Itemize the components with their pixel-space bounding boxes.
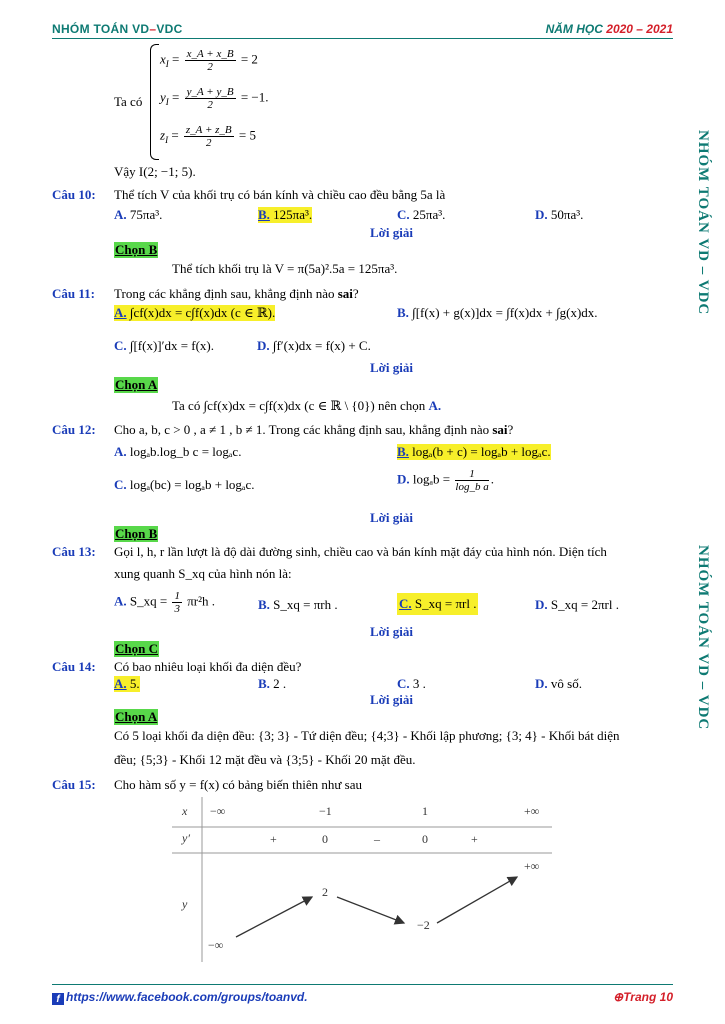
yprime-sign: +	[471, 832, 478, 846]
side-label-bottom: NHÓM TOÁN VD – VDC	[695, 545, 711, 731]
question-text-line1: Gọi l, h, r lần lượt là độ dài đường sinh, chiều cao và bán kính mặt đáy của hình nón. Diện tích	[114, 544, 607, 559]
option-a: A. S_xq = $\frac{1}{3}$ πr²h .	[114, 590, 215, 615]
system-brace	[150, 44, 159, 160]
yprime-zero: 0	[322, 832, 328, 846]
option-c: C. logₐ(bc) = logₐb + logₐc.	[114, 477, 255, 492]
equation-z: $z_I$ = $\frac{z\_A + z\_B}{2}$ = 5	[160, 124, 256, 149]
chosen-answer: Chọn B	[115, 242, 158, 257]
variation-table	[172, 797, 552, 962]
option-c: C. 3 .	[397, 676, 426, 691]
equation-x: $x_I$ = $\frac{x\_A + x\_B}{2}$ = 2	[160, 48, 258, 73]
question-text: Cho a, b, c > 0 , a ≠ 1 , b ≠ 1. Trong các khẳng định sau, khẳng định nào sai?	[114, 422, 514, 437]
option-d: D. vô số.	[535, 676, 582, 691]
option-d: D. 50πa³.	[535, 207, 584, 222]
option-b: B. 2 .	[258, 676, 287, 691]
chosen-answer: Chọn A	[115, 709, 158, 724]
yprime-sign: –	[374, 832, 380, 846]
option-d: D. ∫f′(x)dx = f(x) + C.	[257, 338, 371, 353]
y-value: −2	[417, 918, 430, 932]
solution-heading: Lời giải	[370, 360, 413, 375]
question-text: Có bao nhiêu loại khối đa diện đều?	[114, 659, 302, 674]
footer-link[interactable]: f https://www.facebook.com/groups/toanvd.	[52, 990, 308, 1005]
y-value: +∞	[524, 859, 540, 873]
yprime-sign: +	[270, 832, 277, 846]
option-a-correct: A. 5.	[114, 676, 140, 691]
page-number: ⊕Trang 10	[613, 990, 673, 1004]
header-group-name: NHÓM TOÁN VD–VDC	[52, 22, 183, 36]
x-value: −1	[319, 804, 332, 818]
arrow-increasing-2	[437, 877, 517, 923]
solution-heading: Lời giải	[370, 624, 413, 639]
option-d: D. S_xq = 2πrl .	[535, 597, 619, 612]
option-a: A. logₐb.log_b c = logₐc.	[114, 444, 242, 459]
option-c: C. 25πa³.	[397, 207, 446, 222]
solution-heading: Lời giải	[370, 225, 413, 240]
header-school-year: NĂM HỌC 2020 – 2021	[545, 22, 673, 36]
yprime-zero: 0	[422, 832, 428, 846]
question-text-line2: xung quanh S_xq của hình nón là:	[114, 566, 292, 581]
solution-heading: Lời giải	[370, 692, 413, 707]
question-number: Câu 13:	[52, 544, 96, 559]
x-value: +∞	[524, 804, 540, 818]
chosen-answer: Chọn A	[115, 377, 158, 392]
question-number: Câu 15:	[52, 777, 96, 792]
ta-co-label: Ta có	[114, 94, 143, 109]
facebook-icon: f	[52, 993, 64, 1005]
question-number: Câu 14:	[52, 659, 96, 674]
option-d: D. logₐb = $\frac{1}{\text{log\_b a}}$ .	[397, 468, 494, 493]
question-text: Cho hàm số y = f(x) có bảng biến thiên như sau	[114, 777, 362, 792]
option-b: B. ∫[f(x) + g(x)]dx = ∫f(x)dx + ∫g(x)dx.	[397, 305, 598, 320]
chosen-answer: Chọn C	[115, 641, 158, 656]
chosen-answer: Chọn B	[115, 526, 158, 541]
option-c-correct: C. S_xq = πrl .	[397, 593, 478, 615]
question-number: Câu 11:	[52, 286, 95, 301]
x-value: 1	[422, 804, 428, 818]
header-rule	[52, 38, 673, 39]
footer-rule	[52, 984, 673, 985]
solution-text: Thể tích khối trụ là V = π(5a)².5a = 125πa³.	[172, 261, 398, 276]
arrow-increasing-1	[236, 897, 312, 937]
yprime-label: y′	[182, 831, 190, 845]
option-b-correct: B. 125πa³.	[258, 207, 313, 222]
solution-text-line2: đều; {5;3} - Khối 12 mặt đều và {3;5} - Khối 20 mặt đều.	[114, 752, 416, 767]
side-label-top: NHÓM TOÁN VD – VDC	[695, 130, 711, 316]
question-text: Thể tích V của khối trụ có bán kính và chiều cao đều bằng 5a là	[114, 187, 446, 202]
conclusion-text: Vậy I(2; −1; 5).	[114, 164, 196, 179]
option-a-correct: A. ∫cf(x)dx = c∫f(x)dx (c ∈ ℝ).	[114, 305, 276, 320]
solution-text: Ta có ∫cf(x)dx = c∫f(x)dx (c ∈ ℝ \ {0}) nên chọn A.	[172, 398, 442, 413]
option-c: C. ∫[f(x)]′dx = f(x).	[114, 338, 215, 353]
y-label: y	[182, 897, 188, 911]
x-value: −∞	[210, 804, 226, 818]
option-a: A. 75πa³.	[114, 207, 163, 222]
variation-table-lines	[172, 797, 552, 962]
y-value: −∞	[208, 938, 224, 952]
arrow-decreasing	[337, 897, 404, 923]
solution-text-line1: Có 5 loại khối đa diện đều: {3; 3} - Tứ diện đều; {4;3} - Khối lập phương; {3; 4} - Khối bát diện	[114, 728, 620, 743]
question-number: Câu 10:	[52, 187, 96, 202]
question-text: Trong các khẳng định sau, khẳng định nào sai?	[114, 286, 359, 301]
option-b: B. S_xq = πrh .	[258, 597, 338, 612]
x-label: x	[182, 804, 188, 818]
solution-heading: Lời giải	[370, 510, 413, 525]
equation-y: $y_I$ = $\frac{y\_A + y\_B}{2}$ = −1.	[160, 86, 269, 111]
y-value: 2	[322, 885, 328, 899]
option-b-correct: B. logₐ(b + c) = logₐb + logₐc.	[397, 444, 551, 459]
question-number: Câu 12:	[52, 422, 96, 437]
